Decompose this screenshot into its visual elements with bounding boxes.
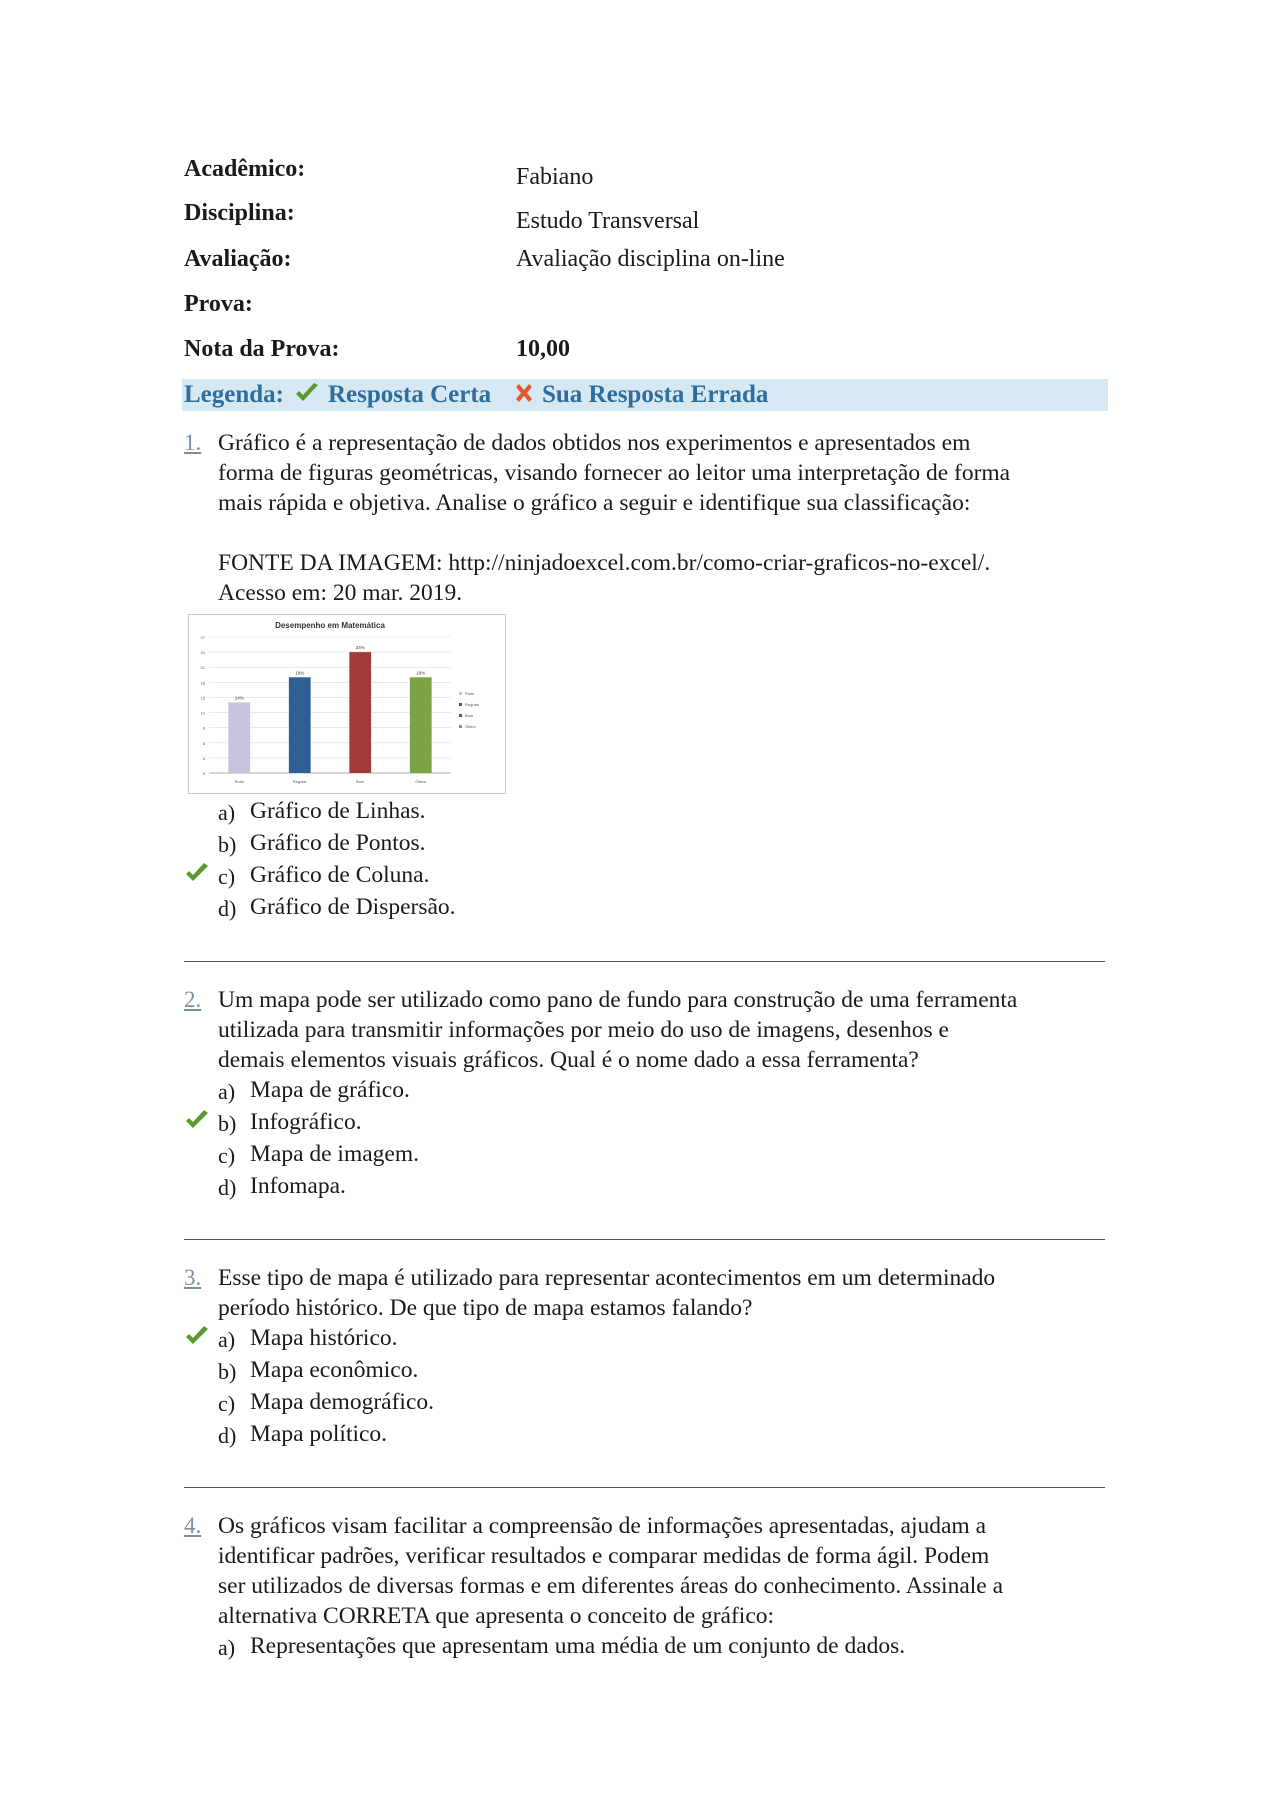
question-4-number: 4. [184,1513,202,1538]
chart-bar [289,677,311,773]
legend-swatch [459,725,462,728]
question-4-text: Os gráficos visam facilitar a compreensão de informações apresentadas, ajudam a identificar padrões, verificar resultados e comparar medidas de forma ágil. Podem ser utilizados de diversas formas e em diferentes áreas do conhecimento. Assinale a alternativa CORRETA que apresenta o conceito de gráfico: [218,1513,1004,1629]
q2-option-d[interactable]: Infomapa. [250,1173,346,1199]
legend-entry: Regular [465,702,480,707]
q2-option-a[interactable]: Mapa de gráfico. [250,1077,410,1103]
y-tick-label: 3 [202,755,205,761]
legend-label: Legenda: [184,381,284,408]
q3-correct-check-icon [185,1325,209,1347]
q3-option-a[interactable]: Mapa histórico. [250,1325,398,1351]
chart-title: Desempenho em Matemática [275,621,385,630]
academico-value: Fabiano [516,164,594,190]
disciplina-label: Disciplina: [184,200,295,226]
y-tick-label: 15 [200,695,205,701]
x-tick-label: Bom [356,779,365,784]
separator [184,961,1105,962]
question-3-text: Esse tipo de mapa é utilizado para representar acontecimentos em um determinado período histórico. De que tipo de mapa estamos falando? [218,1265,996,1321]
nota-value: 10,00 [516,336,570,362]
q1-option-a-letter: a) [218,800,236,825]
legend-wrong-label: Sua Resposta Errada [542,381,769,408]
y-tick-label: 27 [200,635,205,640]
q3-option-d-letter: d) [218,1423,237,1448]
q1-option-d-letter: d) [218,896,237,921]
q3-option-d[interactable]: Mapa político. [250,1421,388,1447]
q3-option-c-letter: c) [218,1391,236,1416]
q4-option-a[interactable]: Representações que apresentam uma média de um conjunto de dados. [250,1633,906,1659]
cross-icon [512,381,536,405]
legend-entry: Bom [465,713,474,718]
q4-option-a-letter: a) [218,1635,236,1660]
legend-swatch [459,714,462,717]
q3-option-b-letter: b) [218,1359,237,1384]
q2-option-b-letter: b) [218,1111,237,1136]
y-tick-label: 21 [200,665,205,671]
q1-option-d[interactable]: Gráfico de Dispersão. [250,894,456,920]
y-tick-label: 12 [200,710,205,716]
legend-swatch [459,692,462,695]
question-1-text: Gráfico é a representação de dados obtidos nos experimentos e apresentados em forma de figuras geométricas, visando fornecer ao leitor uma interpretação de forma mais rápida e objetiva. Analise o gráfico a seguir e identifique sua classificação: FONTE DA IMAGEM: http://ninjadoexcel.com.br/como-criar-graficos-no-excel/. Acesso em: 20 mar. 2019. [218,430,1011,606]
x-tick-label: Ótimo [415,779,427,784]
legend-correct-label: Resposta Certa [328,381,492,408]
q1-option-a[interactable]: Gráfico de Linhas. [250,798,426,824]
q3-option-c[interactable]: Mapa demográfico. [250,1389,435,1415]
q1-correct-check-icon [185,862,209,884]
q2-option-c[interactable]: Mapa de imagem. [250,1141,420,1167]
q1-option-c-letter: c) [218,864,236,889]
q1-option-b-letter: b) [218,832,237,857]
question-2-number: 2. [184,987,202,1012]
legend-swatch [459,703,462,706]
data-label: 14% [234,695,244,701]
legend-bar [182,379,1108,411]
column-chart [188,614,506,794]
q2-option-b[interactable]: Infográfico. [250,1109,362,1135]
q2-correct-check-icon [185,1109,209,1131]
separator [184,1239,1105,1240]
prova-label: Prova: [184,291,253,317]
question-3-number: 3. [184,1265,202,1290]
q1-option-b[interactable]: Gráfico de Pontos. [250,830,426,856]
chart-bar [349,652,371,773]
q2-option-c-letter: c) [218,1143,236,1168]
y-tick-label: 24 [200,650,205,656]
data-label: 19% [295,670,305,676]
q2-option-d-letter: d) [218,1175,237,1200]
q3-option-a-letter: a) [218,1327,236,1352]
nota-label: Nota da Prova: [184,336,340,362]
avaliacao-label: Avaliação: [184,246,292,272]
question-2-text: Um mapa pode ser utilizado como pano de fundo para construção de uma ferramenta utilizada para transmitir informações por meio do uso de imagens, desenhos e demais elementos visuais gráficos. Qual é o nome dado a essa ferramenta? [218,987,1018,1073]
disciplina-value: Estudo Transversal [516,208,700,234]
academico-label: Acadêmico: [184,156,306,182]
y-tick-label: 0 [202,771,205,776]
x-tick-label: Regular [292,779,307,784]
x-tick-label: Ruim [234,779,244,784]
avaliacao-value: Avaliação disciplina on-line [516,246,785,272]
y-tick-label: 18 [200,680,205,686]
chart-bar [228,702,250,773]
check-icon [294,381,320,405]
question-1-number: 1. [184,430,202,455]
separator [184,1487,1105,1488]
data-label: 24% [355,645,365,651]
chart-bar [410,677,432,773]
q1-option-c[interactable]: Gráfico de Coluna. [250,862,430,888]
legend-entry: Ruim [465,691,475,696]
legend-entry: Ótimo [465,724,476,729]
q3-option-b[interactable]: Mapa econômico. [250,1357,419,1383]
y-tick-label: 6 [202,740,205,746]
data-label: 19% [416,670,426,676]
y-tick-label: 9 [202,725,205,731]
q2-option-a-letter: a) [218,1079,236,1104]
chart-svg [189,615,505,793]
